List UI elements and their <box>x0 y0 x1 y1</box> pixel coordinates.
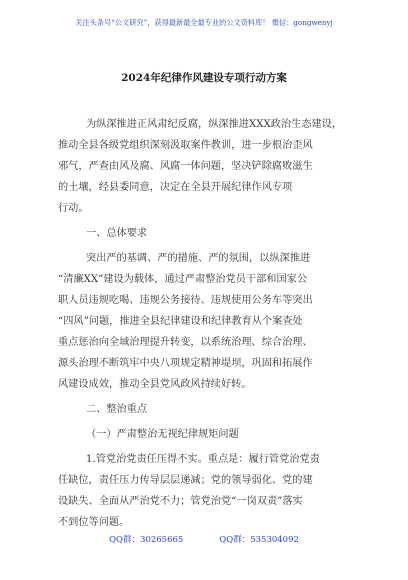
body-line: 职人员违规吃喝、违规公务接待、违规使用公务车等突出 <box>58 295 313 306</box>
subsection-heading: （一）严肃整治无视纪律规矩问题 <box>86 429 239 440</box>
footer-qq-groups <box>0 533 408 545</box>
body-line: 为纵深推进正风肃纪反腐，纵深推进XXX政治生态建设， <box>86 119 343 130</box>
body-line: 任缺位，责任压力传导层层递减；党的领导弱化、党的建 <box>58 475 313 486</box>
body-line: 推动全县各级党组织深刻汲取案件教训，进一步根治歪风 <box>58 140 313 151</box>
body-line: “清廉XX”建设为载体，通过严肃整治党员干部和国家公 <box>58 274 308 285</box>
header-banner: 关注头条号“公文研究”，获得最新最全最专业的公文资料库！ 微信：gongwenyj <box>75 18 333 27</box>
body-line: 重点惩治向全域治理提升转变，以系统治理、综合治理、 <box>58 337 313 348</box>
body-line: 的土壤，经县委同意，决定在全县开展纪律作风专项 <box>58 182 293 193</box>
body-line: 1.管党治党责任压得不实。重点是：履行管党治党责 <box>86 454 320 465</box>
section-heading: 一、总体要求 <box>86 228 148 239</box>
section-heading: 二、整治重点 <box>86 404 148 415</box>
document-title: 2024年纪律作风建设专项行动方案 <box>121 72 287 84</box>
body-line: 源头治理不断筑牢中央八项规定精神堤坝，巩固和拓展作 <box>58 358 313 369</box>
body-line: “四风”问题，推进全县纪律建设和纪律教育从个案查处 <box>58 316 303 327</box>
body-line: 行动。 <box>58 203 89 214</box>
body-line: 突出严的基调、严的措施、严的氛围，以纵深推进 <box>86 253 311 264</box>
qq-group-1: QQ群：30265665 <box>109 535 184 545</box>
body-line: 风建设成效，推动全县党风政风持续好转。 <box>58 379 252 390</box>
body-line: 设缺失、全面从严治党不力；管党治党“一岗双责”落实 <box>58 496 303 507</box>
qq-group-2: QQ群：535304092 <box>219 535 299 545</box>
body-line: 不到位等问题。 <box>58 517 130 528</box>
body-line: 邪气，严查由风及腐、风腐一体问题，坚决铲除腐败滋生 <box>58 161 313 172</box>
